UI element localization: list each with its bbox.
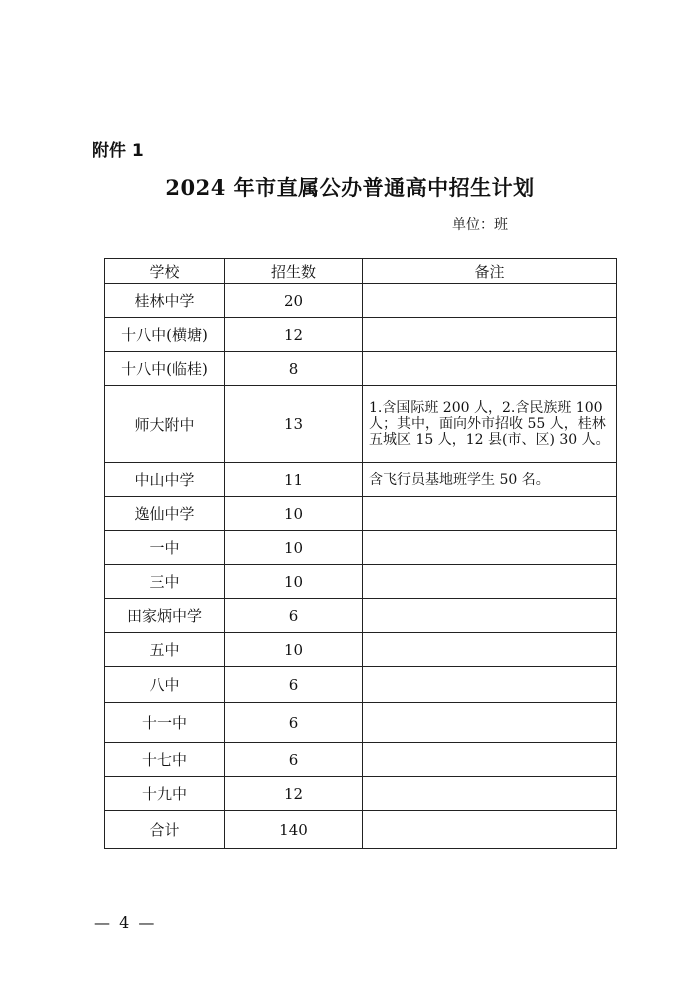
school-cell: 八中 — [105, 667, 225, 703]
count-cell: 8 — [225, 352, 363, 386]
table-row — [105, 777, 617, 811]
notes-cell — [363, 743, 617, 777]
attachment-label: 附件 1 — [92, 141, 144, 161]
school-cell: 一中 — [105, 531, 225, 565]
table-header-row — [105, 259, 617, 284]
document-title: 2024 年市直属公办普通高中招生计划 — [165, 175, 535, 200]
notes-cell — [363, 633, 617, 667]
table-row — [105, 743, 617, 777]
table-row — [105, 703, 617, 743]
table-row — [105, 599, 617, 633]
table-row — [105, 318, 617, 352]
count-cell: 140 — [225, 811, 363, 849]
table-row — [105, 633, 617, 667]
notes-cell — [363, 497, 617, 531]
school-cell: 逸仙中学 — [105, 497, 225, 531]
count-cell: 6 — [225, 667, 363, 703]
notes-cell — [363, 565, 617, 599]
count-cell: 10 — [225, 633, 363, 667]
notes-cell — [363, 531, 617, 565]
school-cell: 田家炳中学 — [105, 599, 225, 633]
header-notes: 备注 — [363, 259, 617, 284]
school-cell: 十八中(临桂) — [105, 352, 225, 386]
table-row — [105, 386, 617, 463]
table-row — [105, 565, 617, 599]
header-school: 学校 — [105, 259, 225, 284]
count-cell: 10 — [225, 531, 363, 565]
unit-note: 单位：班 — [452, 217, 508, 233]
notes-cell — [363, 703, 617, 743]
count-cell: 6 — [225, 599, 363, 633]
table-total-row — [105, 811, 617, 849]
table-row — [105, 531, 617, 565]
notes-cell: 含飞行员基地班学生 50 名。 — [363, 463, 617, 497]
count-cell: 13 — [225, 386, 363, 463]
notes-cell — [363, 352, 617, 386]
school-cell: 中山中学 — [105, 463, 225, 497]
school-cell: 十八中(横塘) — [105, 318, 225, 352]
table-row — [105, 352, 617, 386]
school-cell: 十一中 — [105, 703, 225, 743]
notes-cell: 1.含国际班 200 人，2.含民族班 100 人；其中，面向外市招收 55 人，桂林五城区 15 人，12 县(市、区) 30 人。 — [363, 386, 617, 463]
notes-cell — [363, 667, 617, 703]
school-cell: 十七中 — [105, 743, 225, 777]
count-cell: 12 — [225, 318, 363, 352]
notes-cell — [363, 318, 617, 352]
page-number: — 4 — — [94, 913, 157, 932]
count-cell: 10 — [225, 565, 363, 599]
count-cell: 12 — [225, 777, 363, 811]
notes-cell — [363, 777, 617, 811]
school-cell: 十九中 — [105, 777, 225, 811]
school-cell: 桂林中学 — [105, 284, 225, 318]
count-cell: 6 — [225, 703, 363, 743]
school-cell: 师大附中 — [105, 386, 225, 463]
table-row — [105, 463, 617, 497]
count-cell: 6 — [225, 743, 363, 777]
notes-cell — [363, 599, 617, 633]
school-cell: 合计 — [105, 811, 225, 849]
school-cell: 三中 — [105, 565, 225, 599]
notes-cell — [363, 811, 617, 849]
table-row — [105, 284, 617, 318]
table-row — [105, 667, 617, 703]
enrollment-plan-table — [104, 258, 617, 849]
count-cell: 20 — [225, 284, 363, 318]
header-count: 招生数 — [225, 259, 363, 284]
notes-cell — [363, 284, 617, 318]
school-cell: 五中 — [105, 633, 225, 667]
count-cell: 10 — [225, 497, 363, 531]
count-cell: 11 — [225, 463, 363, 497]
table-row — [105, 497, 617, 531]
